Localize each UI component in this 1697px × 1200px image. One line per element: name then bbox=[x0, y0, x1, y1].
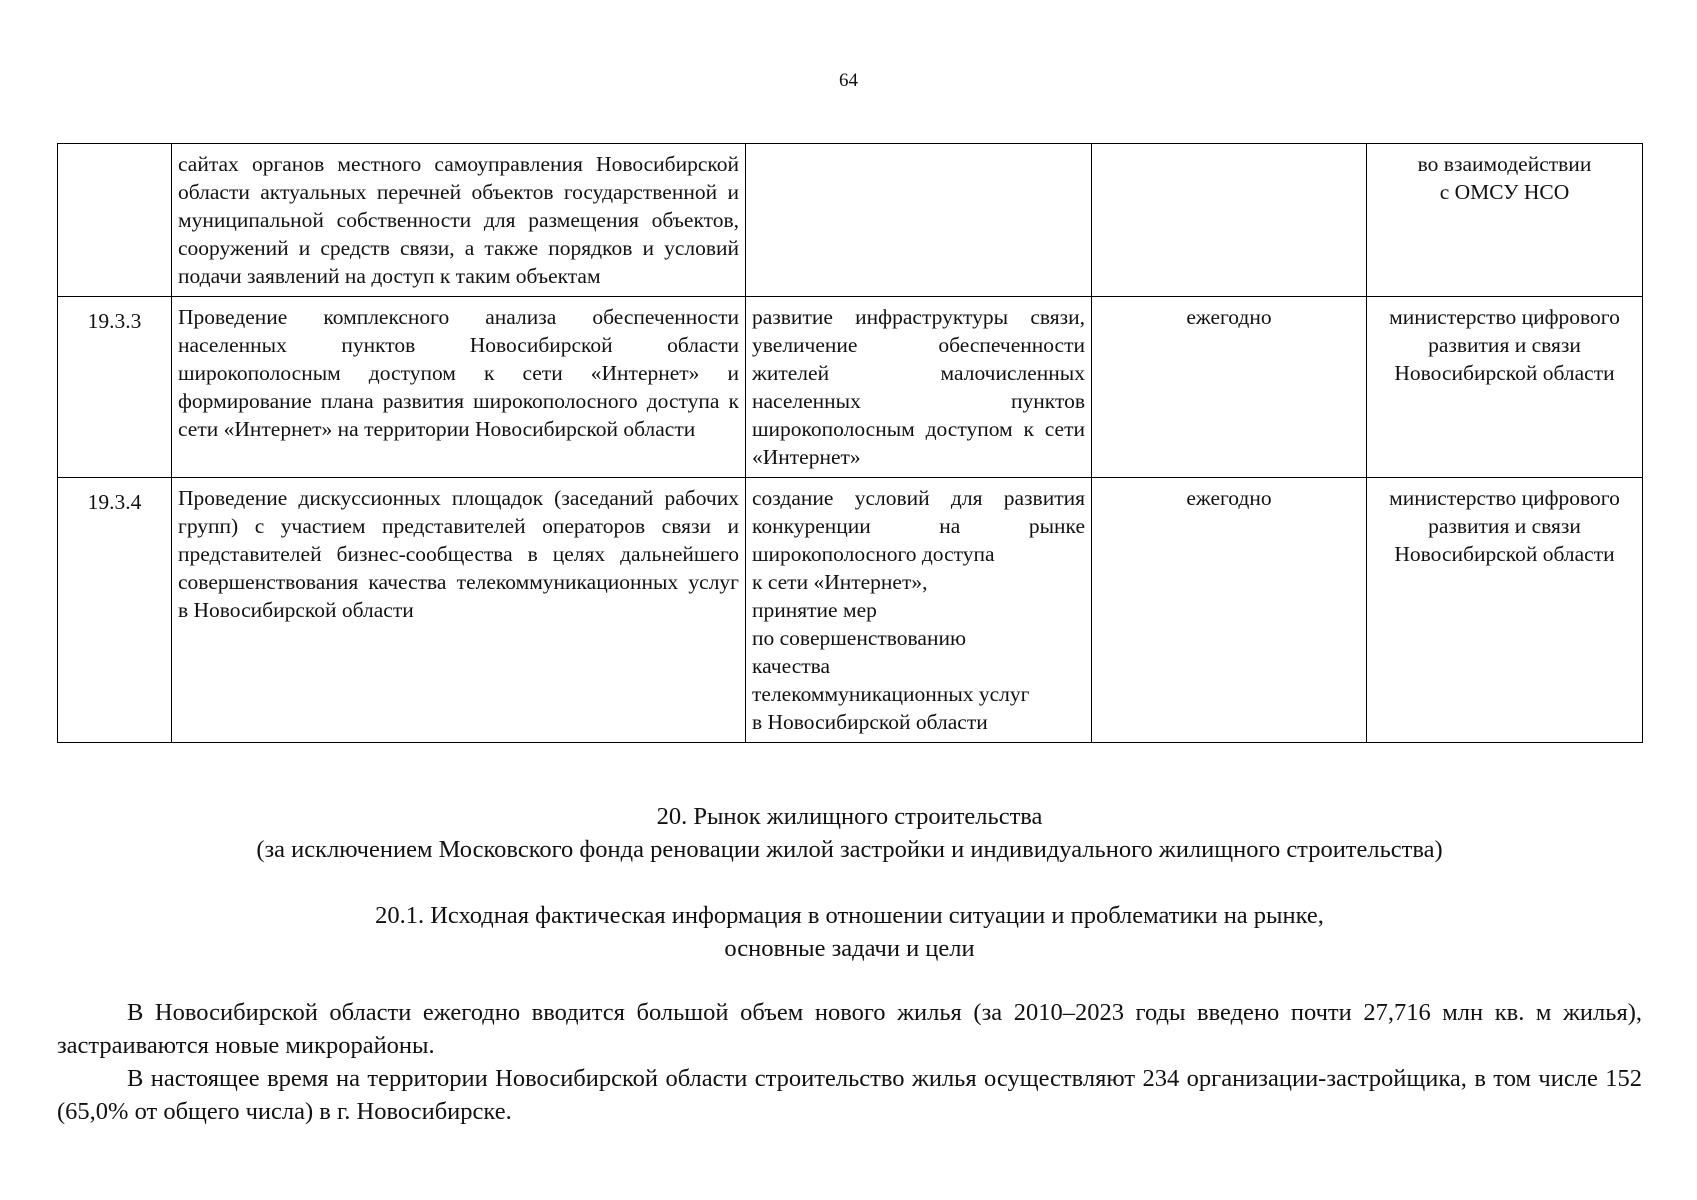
paragraph-text: В настоящее время на территории Новосибирской области строительство жилья осуществляют 234 организации-застройщика, в том числе 152 (65,0% от общего числа) в г. Новосибирске. bbox=[57, 1065, 1642, 1125]
table-row bbox=[58, 144, 1643, 297]
table-row bbox=[58, 478, 1643, 743]
paragraph bbox=[57, 1062, 1642, 1128]
term-cell: ежегодно bbox=[1092, 478, 1367, 743]
responsible-cell: министерство цифрового развития и связи Новосибирской области bbox=[1367, 478, 1643, 743]
responsible-cell: министерство цифрового развития и связи Новосибирской области bbox=[1367, 297, 1643, 478]
result-cell bbox=[746, 478, 1092, 743]
activity-cell: Проведение комплексного анализа обеспеченности населенных пунктов Новосибирской области широкополосным доступом к сети «Интернет» и формирование плана развития широкополосного доступа к сети «Интернет» на территории Новосибирской области bbox=[172, 297, 746, 478]
subsection-title: 20.1. Исходная фактическая информация в отношении ситуации и проблематики на рынке, bbox=[375, 902, 1324, 929]
measures-table bbox=[57, 143, 1643, 743]
paragraph bbox=[57, 996, 1642, 1062]
row-number bbox=[58, 144, 172, 297]
result-cell bbox=[746, 144, 1092, 297]
responsible-line: во взаимодействии с ОМСУ НСО bbox=[1417, 152, 1592, 204]
page-number: 64 bbox=[839, 70, 858, 91]
result-text: создание условий для развития конкуренции на рынке широкополосного доступа к сети «Интернет», принятие мер по совершенствованию качества телекоммуникационных услуг в Новосибирской области bbox=[752, 486, 1085, 734]
result-cell: развитие инфраструктуры связи, увеличение обеспеченности жителей малочисленных населенных пунктов широкополосным доступом к сети «Интернет» bbox=[746, 297, 1092, 478]
row-number: 19.3.3 bbox=[58, 297, 172, 478]
term-cell bbox=[1092, 144, 1367, 297]
activity-cell: сайтах органов местного самоуправления Новосибирской области актуальных перечней объектов государственной и муниципальной собственности для размещения объектов, сооружений и средств связи, а также порядков и условий подачи заявлений на доступ к таким объектам bbox=[172, 144, 746, 297]
term-cell: ежегодно bbox=[1092, 297, 1367, 478]
paragraph-text: В Новосибирской области ежегодно вводится большой объем нового жилья (за 2010–2023 годы введено почти 27,716 млн кв. м жилья), застраиваются новые микрорайоны. bbox=[57, 999, 1642, 1059]
table-row bbox=[58, 297, 1643, 478]
section-title: 20. Рынок жилищного строительства bbox=[656, 803, 1043, 830]
responsible-cell bbox=[1367, 144, 1643, 297]
subsection-title-cont: основные задачи и цели bbox=[724, 935, 975, 962]
row-number: 19.3.4 bbox=[58, 478, 172, 743]
section-title-note: (за исключением Московского фонда реновации жилой застройки и индивидуального жилищного строительства) bbox=[256, 836, 1443, 863]
activity-cell: Проведение дискуссионных площадок (заседаний рабочих групп) с участием представителей операторов связи и представителей бизнес-сообщества в целях дальнейшего совершенствования качества телекоммуникационных услуг в Новосибирской области bbox=[172, 478, 746, 743]
